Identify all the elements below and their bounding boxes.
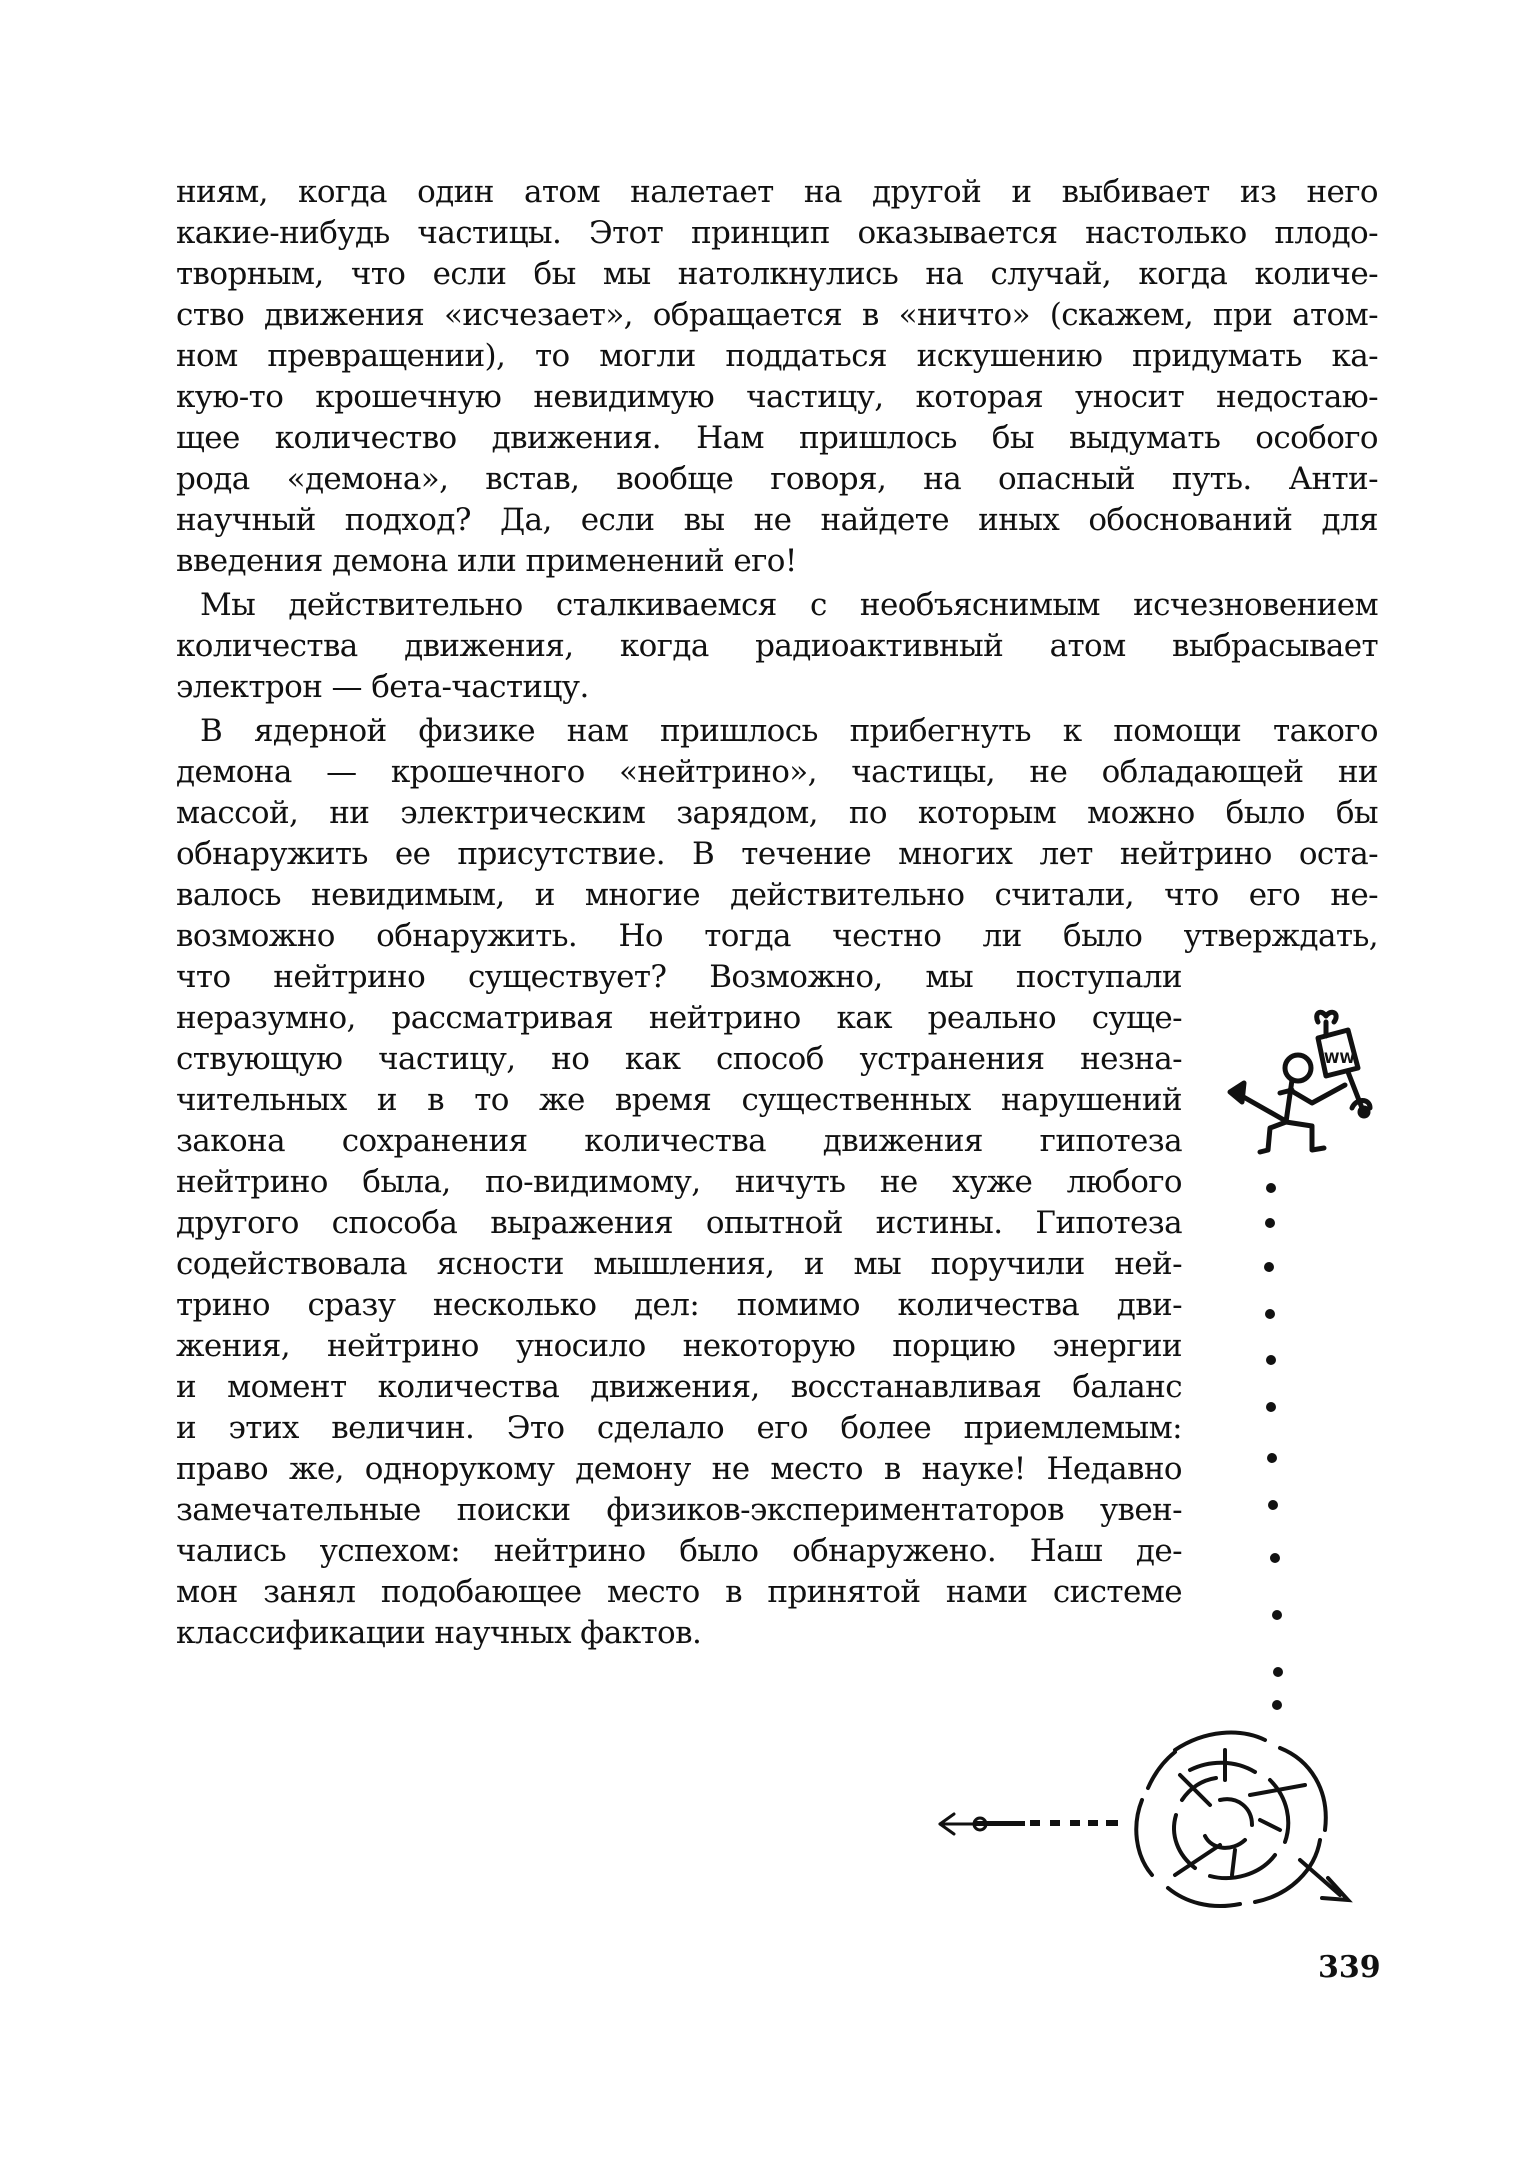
text-line: щее количество движения. Нам пришлось бы выдумать особого <box>176 420 1378 456</box>
trail-dot <box>1266 1402 1276 1412</box>
text-line: научный подход? Да, если вы не найдете иных обоснований для <box>176 502 1378 538</box>
text-line: демона — крошечного «нейтрино», частицы, не обладающей ни <box>176 754 1378 790</box>
text-line: ном превращении), то могли поддаться искушению придумать ка- <box>176 338 1378 374</box>
text-line: массой, ни электрическим зарядом, по которым можно было бы <box>176 795 1378 831</box>
demon-box-label: WW <box>1324 1051 1355 1067</box>
text-line: валось невидимым, и многие действительно считали, что его не- <box>176 877 1378 913</box>
trail-dot <box>1270 1553 1280 1563</box>
text-line: В ядерной физике нам пришлось прибегнуть к помощи такого <box>200 713 1378 749</box>
trail-dot <box>1272 1700 1282 1710</box>
text-line: что нейтрино существует? Возможно, мы поступали <box>176 959 1182 995</box>
trail-dot <box>1266 1183 1276 1193</box>
text-line: чительных и в то же время существенных нарушений <box>176 1082 1182 1118</box>
trail-dot <box>1265 1218 1275 1228</box>
trail-dot <box>1268 1500 1278 1510</box>
text-line: введения демона или применений его! <box>176 543 797 579</box>
text-line: ниям, когда один атом налетает на другой и выбивает из него <box>176 174 1378 210</box>
text-line: обнаружить ее присутствие. В течение многих лет нейтрино оста- <box>176 836 1378 872</box>
atom-decay-illustration <box>920 1680 1400 1940</box>
dotted-trail <box>1250 1170 1310 1700</box>
text-line: рода «демона», встав, вообще говоря, на опасный путь. Анти- <box>176 461 1378 497</box>
text-line: и момент количества движения, восстанавливая баланс <box>176 1369 1182 1405</box>
text-line: Мы действительно сталкиваемся с необъяснимым исчезновением <box>200 587 1378 623</box>
text-line: количества движения, когда радиоактивный атом выбрасывает <box>176 628 1378 664</box>
text-line: возможно обнаружить. Но тогда честно ли было утверждать, <box>176 918 1378 954</box>
trail-dot <box>1267 1453 1277 1463</box>
trail-dot <box>1265 1309 1275 1319</box>
text-line: электрон — бета-частицу. <box>176 669 589 705</box>
text-line: другого способа выражения опытной истины. Гипотеза <box>176 1205 1182 1241</box>
trail-dot <box>1266 1355 1276 1365</box>
text-line: жения, нейтрино уносило некоторую порцию энергии <box>176 1328 1182 1364</box>
page-number: 339 <box>1318 1950 1381 1985</box>
text-line: чались успехом: нейтрино было обнаружено. Наш де- <box>176 1533 1182 1569</box>
text-line: мон занял подобающее место в принятой нами системе <box>176 1574 1182 1610</box>
text-line: творным, что если бы мы натолкнулись на случай, когда количе- <box>176 256 1378 292</box>
demon-illustration <box>1200 960 1420 1180</box>
text-line: классификации научных фактов. <box>176 1615 702 1651</box>
text-line: ство движения «исчезает», обращается в «ничто» (скажем, при атом- <box>176 297 1378 333</box>
text-line: замечательные поиски физиков-экспериментаторов увен- <box>176 1492 1182 1528</box>
trail-dot <box>1273 1667 1283 1677</box>
trail-dot <box>1272 1610 1282 1620</box>
text-line: закона сохранения количества движения гипотеза <box>176 1123 1182 1159</box>
text-line: содействовала ясности мышления, и мы поручили ней- <box>176 1246 1182 1282</box>
text-line: какие-нибудь частицы. Этот принцип оказывается настолько плодо- <box>176 215 1378 251</box>
text-line: нейтрино была, по-видимому, ничуть не хуже любого <box>176 1164 1182 1200</box>
text-line: и этих величин. Это сделало его более приемлемым: <box>176 1410 1182 1446</box>
text-line: кую-то крошечную невидимую частицу, которая уносит недостаю- <box>176 379 1378 415</box>
text-line: трино сразу несколько дел: помимо количества дви- <box>176 1287 1182 1323</box>
text-line: право же, однорукому демону не место в науке! Недавно <box>176 1451 1182 1487</box>
text-line: ствующую частицу, но как способ устранения незна- <box>176 1041 1182 1077</box>
text-line: неразумно, рассматривая нейтрино как реально суще- <box>176 1000 1182 1036</box>
trail-dot <box>1264 1262 1274 1272</box>
